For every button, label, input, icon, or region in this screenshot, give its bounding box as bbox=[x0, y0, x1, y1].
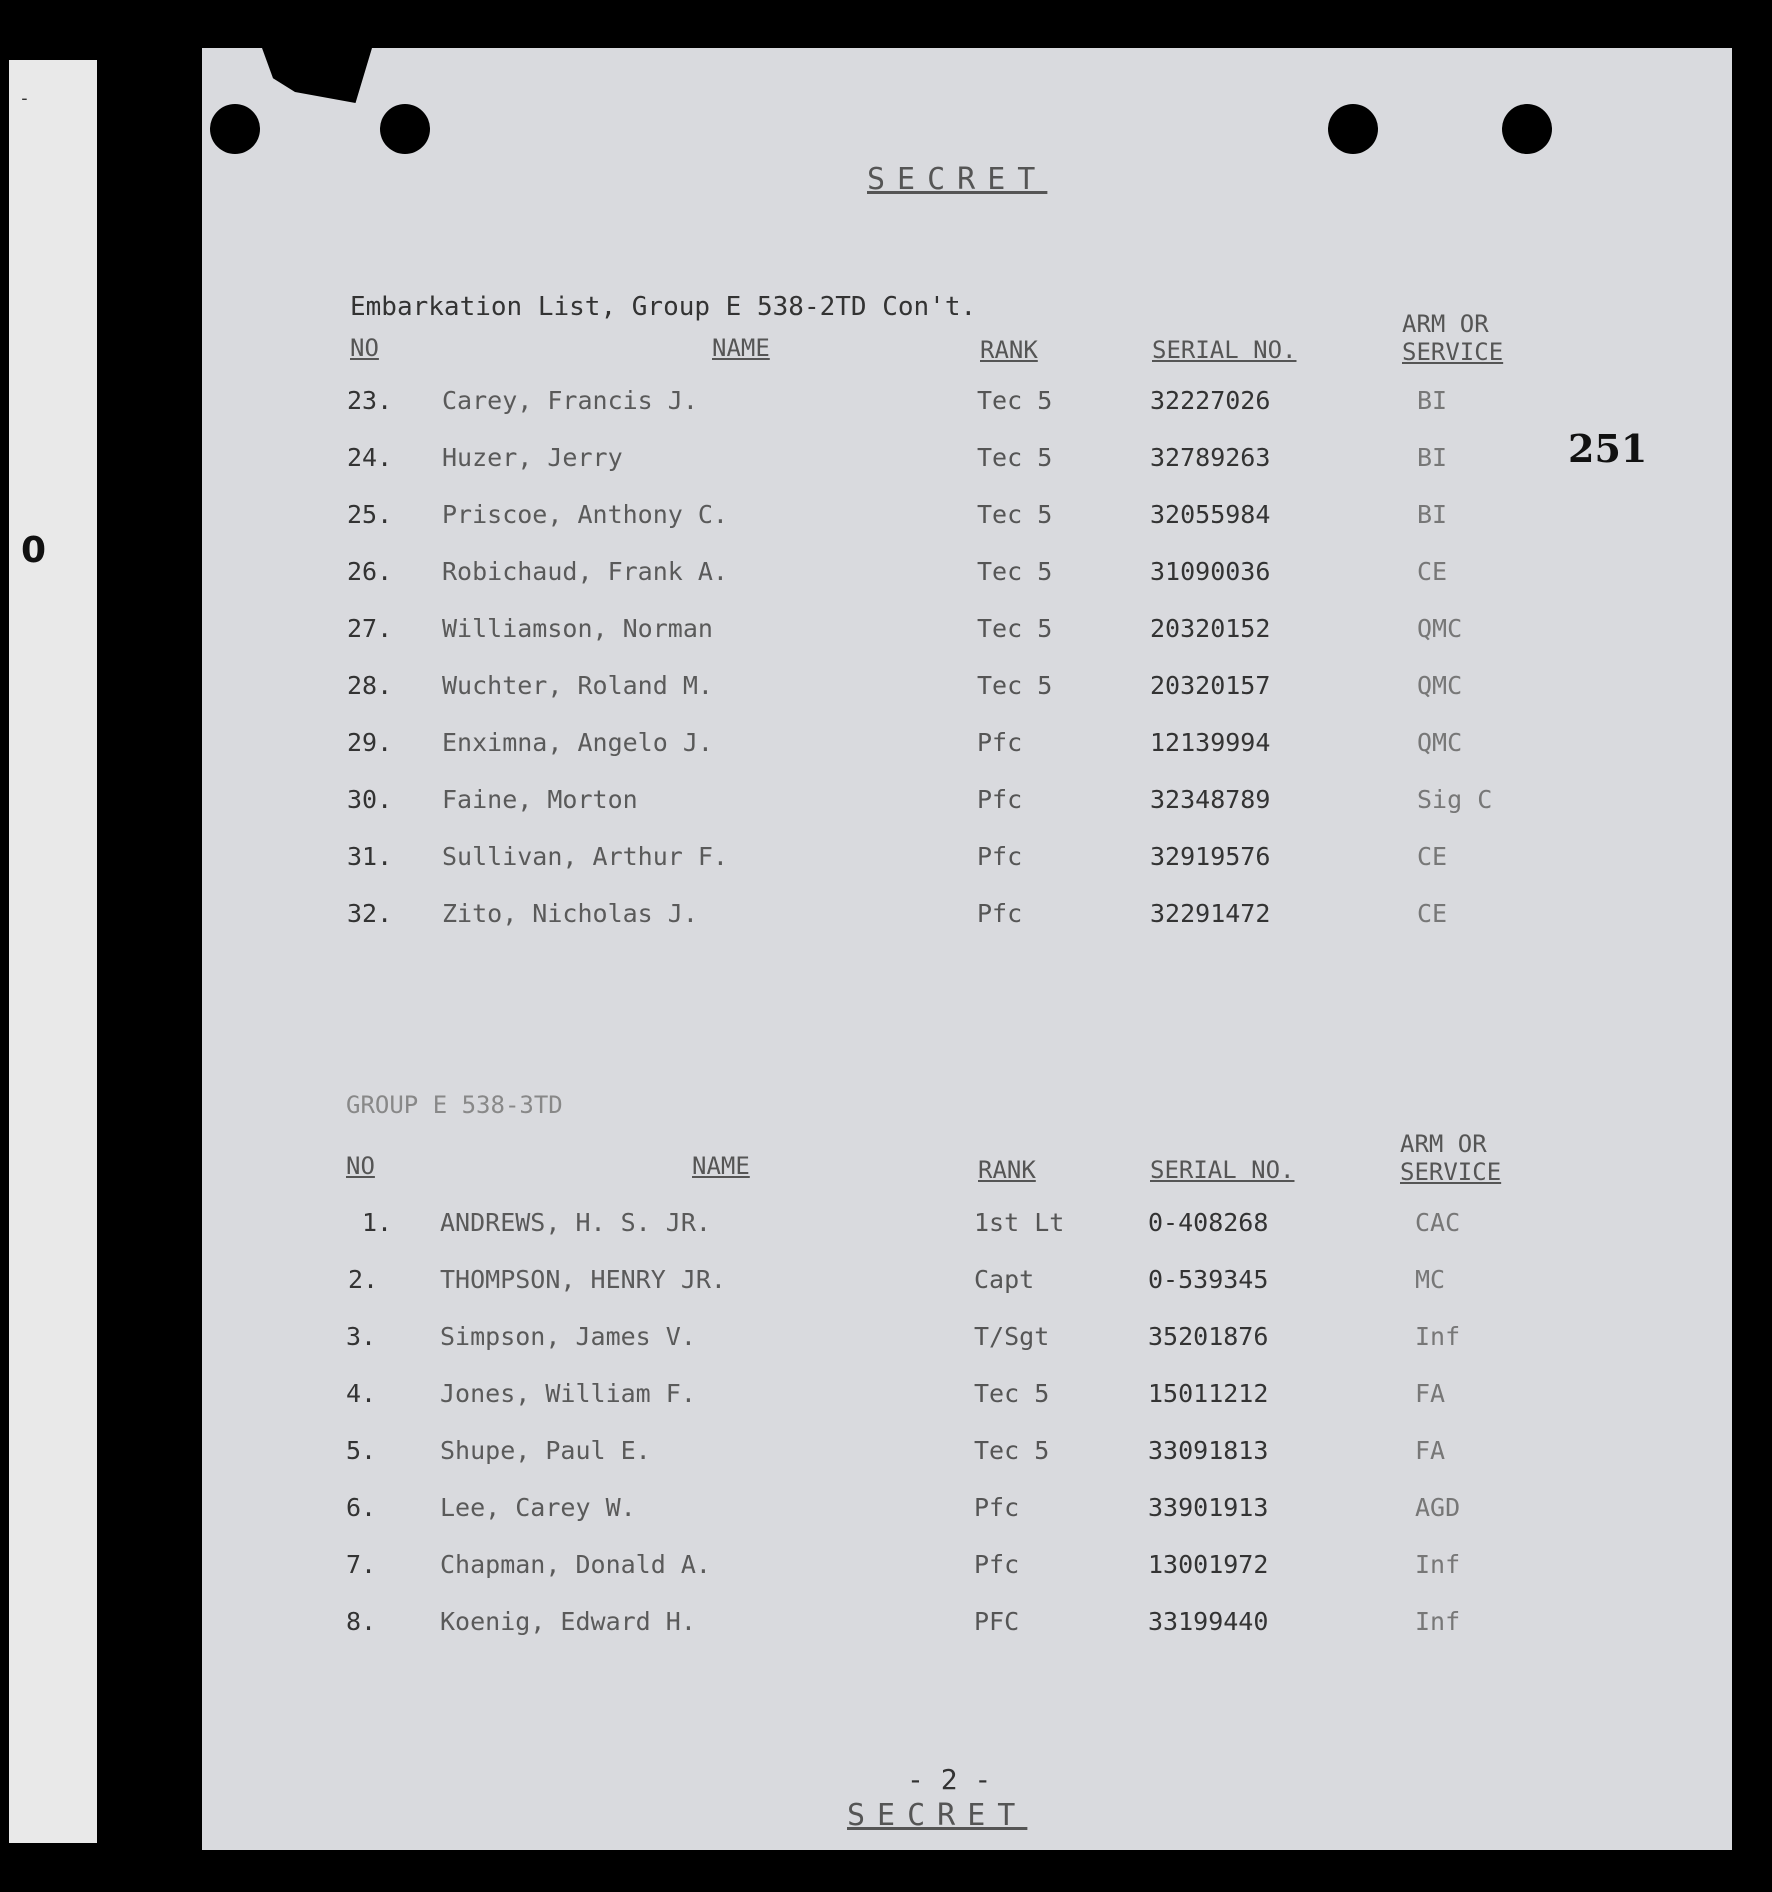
table-row bbox=[202, 1208, 1602, 1248]
adjacent-page-strip bbox=[9, 60, 97, 1843]
row-name: Shupe, Paul E. bbox=[440, 1436, 651, 1465]
row-arm: CE bbox=[1417, 557, 1448, 586]
row-serial: 32227026 bbox=[1150, 386, 1271, 415]
table-row bbox=[202, 386, 1602, 426]
row-no: 8. bbox=[346, 1607, 377, 1636]
table-row bbox=[202, 785, 1602, 825]
table-row bbox=[202, 614, 1602, 654]
row-serial: 32919576 bbox=[1150, 842, 1271, 871]
header-arm-line1: ARM OR bbox=[1402, 310, 1489, 338]
table-row bbox=[202, 1493, 1602, 1533]
table-row bbox=[202, 557, 1602, 597]
row-arm: BI bbox=[1417, 500, 1448, 529]
row-arm: MC bbox=[1415, 1265, 1446, 1294]
row-name: Chapman, Donald A. bbox=[440, 1550, 711, 1579]
row-name: Wuchter, Roland M. bbox=[442, 671, 713, 700]
strip-mark: - bbox=[19, 88, 30, 109]
row-serial: 20320157 bbox=[1150, 671, 1271, 700]
row-rank: Tec 5 bbox=[977, 500, 1053, 529]
row-name: ANDREWS, H. S. JR. bbox=[440, 1208, 711, 1237]
table-row bbox=[202, 899, 1602, 939]
row-no: 2. bbox=[348, 1265, 379, 1294]
row-name: Robichaud, Frank A. bbox=[442, 557, 728, 586]
row-arm: FA bbox=[1415, 1436, 1446, 1465]
row-arm: AGD bbox=[1415, 1493, 1461, 1522]
row-serial: 13001972 bbox=[1148, 1550, 1269, 1579]
row-name: Enximna, Angelo J. bbox=[442, 728, 713, 757]
row-rank: Tec 5 bbox=[977, 614, 1053, 643]
row-name: Sullivan, Arthur F. bbox=[442, 842, 728, 871]
row-arm: BI bbox=[1417, 386, 1448, 415]
row-name: Zito, Nicholas J. bbox=[442, 899, 698, 928]
row-name: Faine, Morton bbox=[442, 785, 638, 814]
header-arm-line2: SERVICE bbox=[1402, 338, 1504, 366]
row-rank: Tec 5 bbox=[977, 386, 1053, 415]
row-rank: Tec 5 bbox=[977, 671, 1053, 700]
header-no: NO bbox=[350, 334, 379, 362]
row-arm: QMC bbox=[1417, 728, 1463, 757]
header-serial: SERIAL NO. bbox=[1150, 1156, 1295, 1184]
row-no: 26. bbox=[347, 557, 393, 586]
row-no: 25. bbox=[347, 500, 393, 529]
row-rank: Pfc bbox=[974, 1493, 1020, 1522]
row-serial: 33091813 bbox=[1148, 1436, 1269, 1465]
row-serial: 32291472 bbox=[1150, 899, 1271, 928]
group-title: GROUP E 538-3TD bbox=[346, 1091, 563, 1119]
row-name: Lee, Carey W. bbox=[440, 1493, 636, 1522]
header-no: NO bbox=[346, 1152, 375, 1180]
document-title: Embarkation List, Group E 538-2TD Con't. bbox=[350, 292, 977, 322]
header-name: NAME bbox=[692, 1152, 750, 1180]
row-serial: 35201876 bbox=[1148, 1322, 1269, 1351]
row-no: 6. bbox=[346, 1493, 377, 1522]
row-rank: Pfc bbox=[977, 899, 1023, 928]
page-number: - 2 - bbox=[907, 1763, 992, 1796]
row-serial: 0-408268 bbox=[1148, 1208, 1269, 1237]
row-arm: Inf bbox=[1415, 1550, 1461, 1579]
row-rank: 1st Lt bbox=[974, 1208, 1065, 1237]
table-row bbox=[202, 1607, 1602, 1647]
header-rank: RANK bbox=[980, 336, 1038, 364]
row-arm: FA bbox=[1415, 1379, 1446, 1408]
row-arm: Inf bbox=[1415, 1322, 1461, 1351]
header-arm-service bbox=[1402, 310, 1503, 366]
punch-hole-1 bbox=[210, 104, 260, 154]
row-serial: 0-539345 bbox=[1148, 1265, 1269, 1294]
row-rank: PFC bbox=[974, 1607, 1020, 1636]
table-row bbox=[202, 443, 1602, 483]
row-no: 24. bbox=[347, 443, 393, 472]
row-rank: Pfc bbox=[977, 842, 1023, 871]
header-arm-service bbox=[1400, 1130, 1501, 1186]
row-rank: T/Sgt bbox=[974, 1322, 1050, 1351]
row-rank: Capt bbox=[974, 1265, 1035, 1294]
row-no: 23. bbox=[347, 386, 393, 415]
row-no: 31. bbox=[347, 842, 393, 871]
header-arm-line2: SERVICE bbox=[1400, 1158, 1502, 1186]
row-name: Jones, William F. bbox=[440, 1379, 696, 1408]
header-serial: SERIAL NO. bbox=[1152, 336, 1297, 364]
row-no: 3. bbox=[346, 1322, 377, 1351]
table-row bbox=[202, 671, 1602, 711]
row-serial: 32055984 bbox=[1150, 500, 1271, 529]
row-arm: CE bbox=[1417, 842, 1448, 871]
torn-corner bbox=[262, 48, 372, 103]
bottom-classification: SECRET bbox=[847, 1798, 1028, 1833]
row-no: 30. bbox=[347, 785, 393, 814]
row-serial: 32348789 bbox=[1150, 785, 1271, 814]
row-rank: Tec 5 bbox=[974, 1379, 1050, 1408]
table-row bbox=[202, 842, 1602, 882]
table-row bbox=[202, 1550, 1602, 1590]
row-name: Simpson, James V. bbox=[440, 1322, 696, 1351]
punch-hole-2 bbox=[380, 104, 430, 154]
row-rank: Pfc bbox=[977, 728, 1023, 757]
row-rank: Pfc bbox=[974, 1550, 1020, 1579]
row-name: THOMPSON, HENRY JR. bbox=[440, 1265, 726, 1294]
row-no: 7. bbox=[346, 1550, 377, 1579]
row-rank: Tec 5 bbox=[977, 443, 1053, 472]
row-no: 28. bbox=[347, 671, 393, 700]
table-row bbox=[202, 1322, 1602, 1362]
row-no: 32. bbox=[347, 899, 393, 928]
row-serial: 31090036 bbox=[1150, 557, 1271, 586]
row-name: Williamson, Norman bbox=[442, 614, 713, 643]
row-name: Huzer, Jerry bbox=[442, 443, 623, 472]
table-row bbox=[202, 1436, 1602, 1476]
header-name: NAME bbox=[712, 334, 770, 362]
row-serial: 33199440 bbox=[1148, 1607, 1269, 1636]
header-arm-line1: ARM OR bbox=[1400, 1130, 1487, 1158]
row-serial: 15011212 bbox=[1148, 1379, 1269, 1408]
row-arm: QMC bbox=[1417, 671, 1463, 700]
row-rank: Tec 5 bbox=[977, 557, 1053, 586]
row-arm: Sig C bbox=[1417, 785, 1493, 814]
punch-hole-4 bbox=[1502, 104, 1552, 154]
row-name: Priscoe, Anthony C. bbox=[442, 500, 728, 529]
row-no: 29. bbox=[347, 728, 393, 757]
table-row bbox=[202, 1379, 1602, 1419]
row-serial: 33901913 bbox=[1148, 1493, 1269, 1522]
table-row bbox=[202, 1265, 1602, 1305]
row-arm: Inf bbox=[1415, 1607, 1461, 1636]
row-no: 5. bbox=[346, 1436, 377, 1465]
row-no: 27. bbox=[347, 614, 393, 643]
row-name: Carey, Francis J. bbox=[442, 386, 698, 415]
table-row bbox=[202, 500, 1602, 540]
header-rank: RANK bbox=[978, 1156, 1036, 1184]
row-arm: BI bbox=[1417, 443, 1448, 472]
row-arm: CAC bbox=[1415, 1208, 1461, 1237]
row-serial: 12139994 bbox=[1150, 728, 1271, 757]
document-page bbox=[202, 48, 1732, 1850]
row-no: 4. bbox=[346, 1379, 377, 1408]
row-rank: Tec 5 bbox=[974, 1436, 1050, 1465]
row-rank: Pfc bbox=[977, 785, 1023, 814]
row-arm: CE bbox=[1417, 899, 1448, 928]
table-row bbox=[202, 728, 1602, 768]
row-name: Koenig, Edward H. bbox=[440, 1607, 696, 1636]
row-arm: QMC bbox=[1417, 614, 1463, 643]
top-classification: SECRET bbox=[867, 162, 1048, 197]
edge-character: 0 bbox=[21, 530, 47, 571]
row-no: 1. bbox=[362, 1208, 393, 1237]
row-serial: 32789263 bbox=[1150, 443, 1271, 472]
page-stamp-number: 251 bbox=[1568, 426, 1648, 471]
row-serial: 20320152 bbox=[1150, 614, 1271, 643]
punch-hole-3 bbox=[1328, 104, 1378, 154]
